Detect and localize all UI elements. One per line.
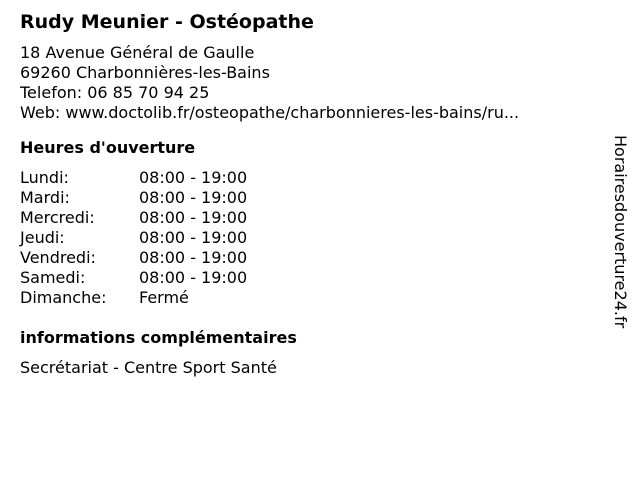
hours-time: 08:00 - 19:00 [139, 188, 248, 207]
hours-day: Mercredi: [20, 208, 95, 227]
opening-hours-title: Heures d'ouverture [20, 138, 196, 157]
hours-time: 08:00 - 19:00 [139, 248, 248, 267]
hours-day: Jeudi: [20, 228, 65, 247]
website-link[interactable]: www.doctolib.fr/osteopathe/charbonnieres-les-bains/ru... [65, 103, 520, 122]
hours-row [20, 248, 600, 268]
hours-time: Fermé [139, 288, 189, 307]
city-address: 69260 Charbonnières-les-Bains [20, 63, 270, 82]
hours-day: Lundi: [20, 168, 69, 187]
web-row [20, 103, 600, 123]
hours-row [20, 208, 600, 228]
hours-time: 08:00 - 19:00 [139, 268, 248, 287]
hours-day: Mardi: [20, 188, 70, 207]
street-address: 18 Avenue Général de Gaulle [20, 43, 255, 62]
web-label: Web: [20, 103, 61, 122]
additional-info-text: Secrétariat - Centre Sport Santé [20, 358, 277, 377]
hours-time: 08:00 - 19:00 [139, 168, 248, 187]
hours-row [20, 188, 600, 208]
business-name: Rudy Meunier - Ostéopathe [20, 11, 314, 33]
site-watermark: Horairesdouverture24.fr [611, 135, 630, 329]
opening-hours-table [20, 168, 600, 308]
hours-row [20, 268, 600, 288]
business-card [20, 10, 600, 378]
additional-info-title: informations complémentaires [20, 328, 297, 347]
phone-row [20, 83, 600, 103]
phone-label: Telefon: [20, 83, 83, 102]
hours-day: Samedi: [20, 268, 86, 287]
hours-row [20, 228, 600, 248]
hours-row [20, 168, 600, 188]
hours-time: 08:00 - 19:00 [139, 228, 248, 247]
hours-day: Dimanche: [20, 288, 107, 307]
hours-row [20, 288, 600, 308]
phone-number[interactable]: 06 85 70 94 25 [87, 83, 210, 102]
contact-block [20, 43, 600, 123]
hours-day: Vendredi: [20, 248, 96, 267]
hours-time: 08:00 - 19:00 [139, 208, 248, 227]
